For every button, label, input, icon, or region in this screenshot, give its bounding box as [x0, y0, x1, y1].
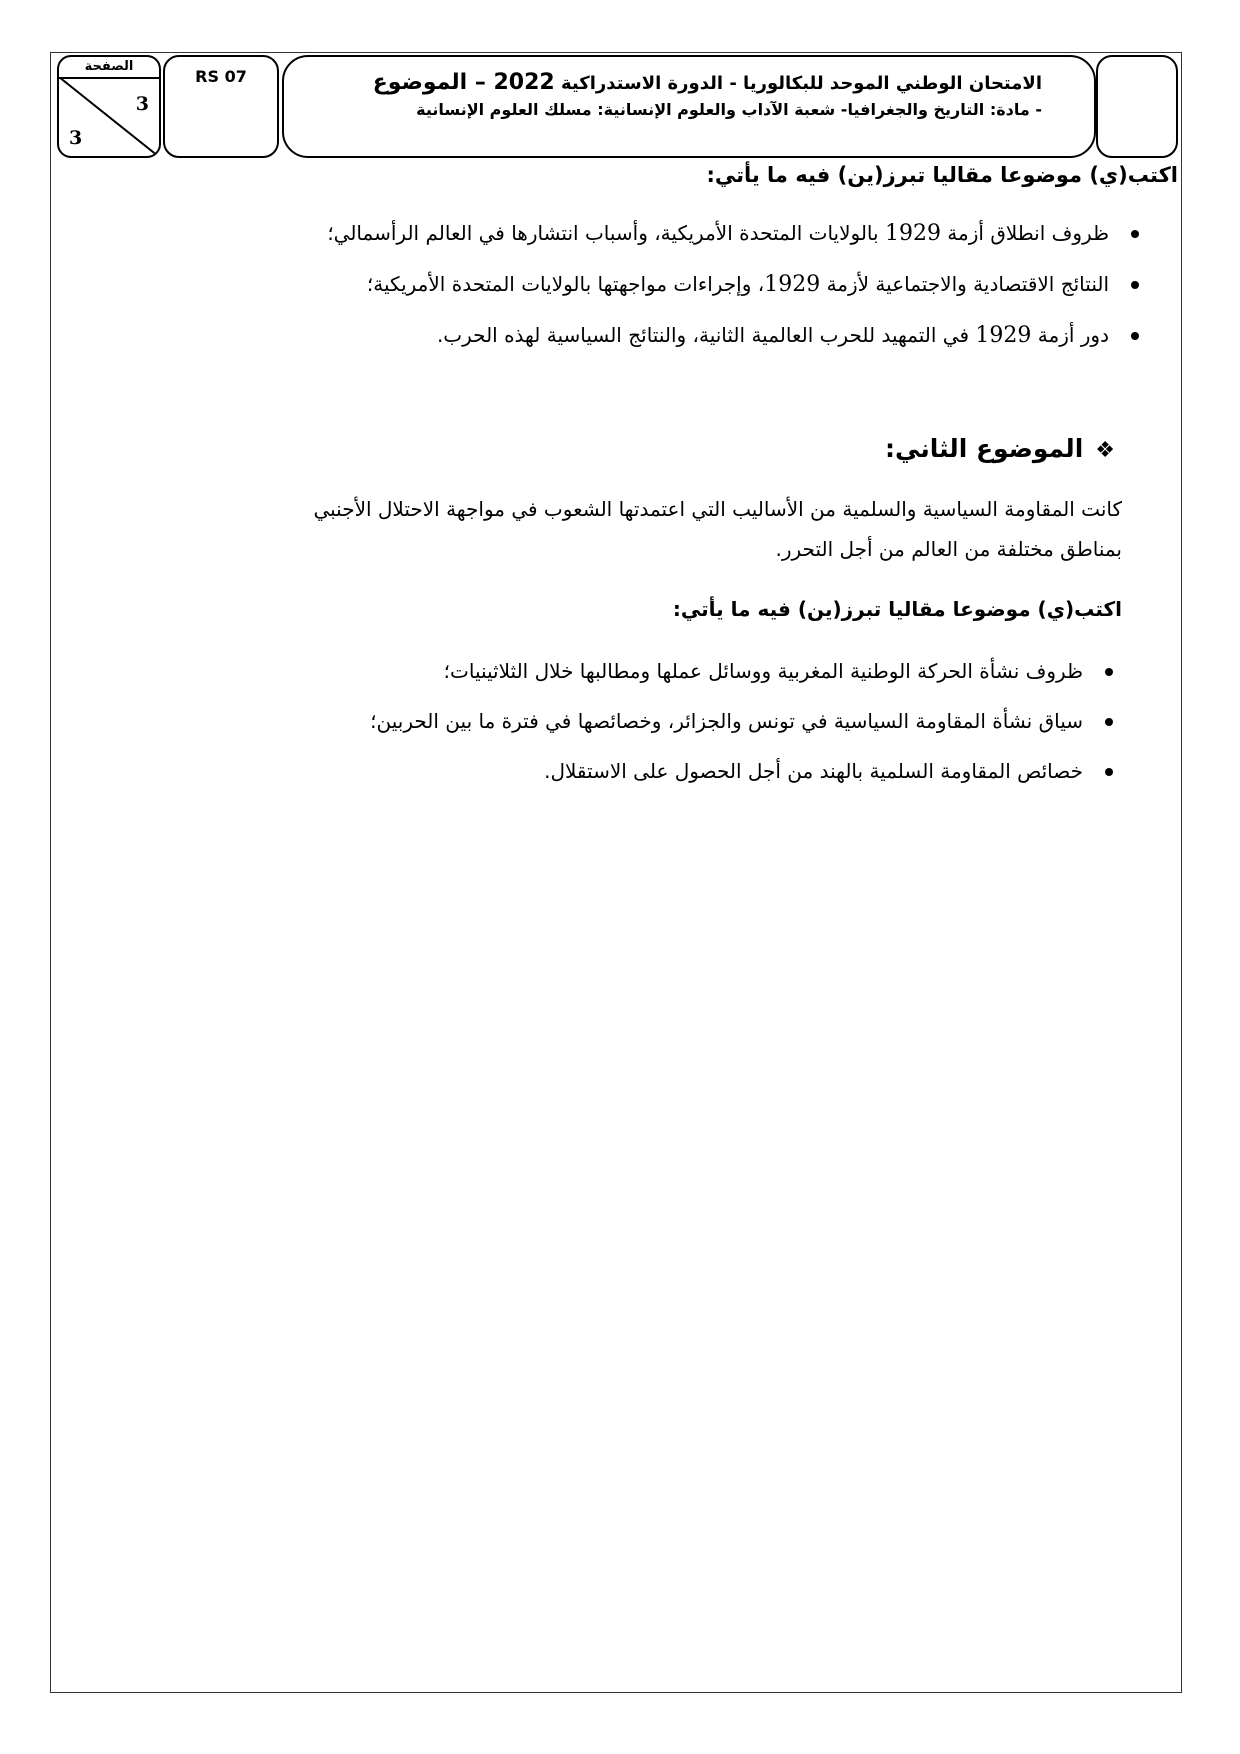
blank-box	[1096, 55, 1178, 158]
bullet-icon	[1105, 718, 1113, 726]
list-item: ظروف انطلاق أزمة 1929 بالولايات المتحدة الأمريكية، وأسباب انتشارها في العالم الرأسمالي؛	[327, 218, 1109, 269]
page-number-box	[57, 55, 161, 158]
topic2-instruction: اكتب(ي) موضوعا مقاليا تبرز(ين) فيه ما يأتي:	[672, 597, 1122, 621]
topic2-intro-line1: كانت المقاومة السياسية والسلمية من الأساليب التي اعتمدتها الشعوب في مواجهة الاحتلال الأجنبي	[313, 497, 1122, 521]
page-current: 3	[69, 127, 83, 149]
list-item: النتائج الاقتصادية والاجتماعية لأزمة 1929، وإجراءات مواجهتها بالولايات المتحدة الأمريكية؛	[327, 269, 1109, 320]
list-item: دور أزمة 1929 في التمهيد للحرب العالمية الثانية، والنتائج السياسية لهذه الحرب.	[327, 320, 1109, 371]
topic2-intro-line2: بمناطق مختلفة من العالم من أجل التحرر.	[775, 537, 1122, 561]
list-item: خصائص المقاومة السلمية بالهند من أجل الحصول على الاستقلال.	[370, 756, 1083, 806]
bullet-icon	[1131, 281, 1139, 289]
exam-title: الامتحان الوطني الموحد للبكالوريا - الدورة الاستدراكية 2022 – الموضوع	[372, 70, 1042, 95]
page-label: الصفحة	[59, 57, 159, 79]
bullet-icon	[1105, 768, 1113, 776]
page-total: 3	[135, 93, 149, 115]
topic1-instruction: اكتب(ي) موضوعا مقاليا تبرز(ين) فيه ما يأتي:	[706, 163, 1178, 187]
exam-code: RS 07	[195, 67, 247, 86]
exam-title-box	[282, 55, 1096, 158]
topic2-title: ❖الموضوع الثاني:	[885, 434, 1115, 463]
topic1-bullet-list	[327, 218, 1109, 371]
bullet-icon	[1105, 668, 1113, 676]
exam-subtitle: - مادة: التاريخ والجغرافيا- شعبة الآداب والعلوم الإنسانية: مسلك العلوم الإنسانية	[416, 100, 1042, 119]
diamond-bullet-icon: ❖	[1095, 438, 1115, 463]
list-item: سياق نشأة المقاومة السياسية في تونس والجزائر، وخصائصها في فترة ما بين الحربين؛	[370, 706, 1083, 756]
bullet-icon	[1131, 332, 1139, 340]
exam-year: 2022	[493, 70, 555, 95]
topic2-bullet-list	[370, 656, 1083, 806]
bullet-icon	[1131, 230, 1139, 238]
exam-code-box	[163, 55, 279, 158]
list-item: ظروف نشأة الحركة الوطنية المغربية ووسائل عملها ومطالبها خلال الثلاثينيات؛	[370, 656, 1083, 706]
